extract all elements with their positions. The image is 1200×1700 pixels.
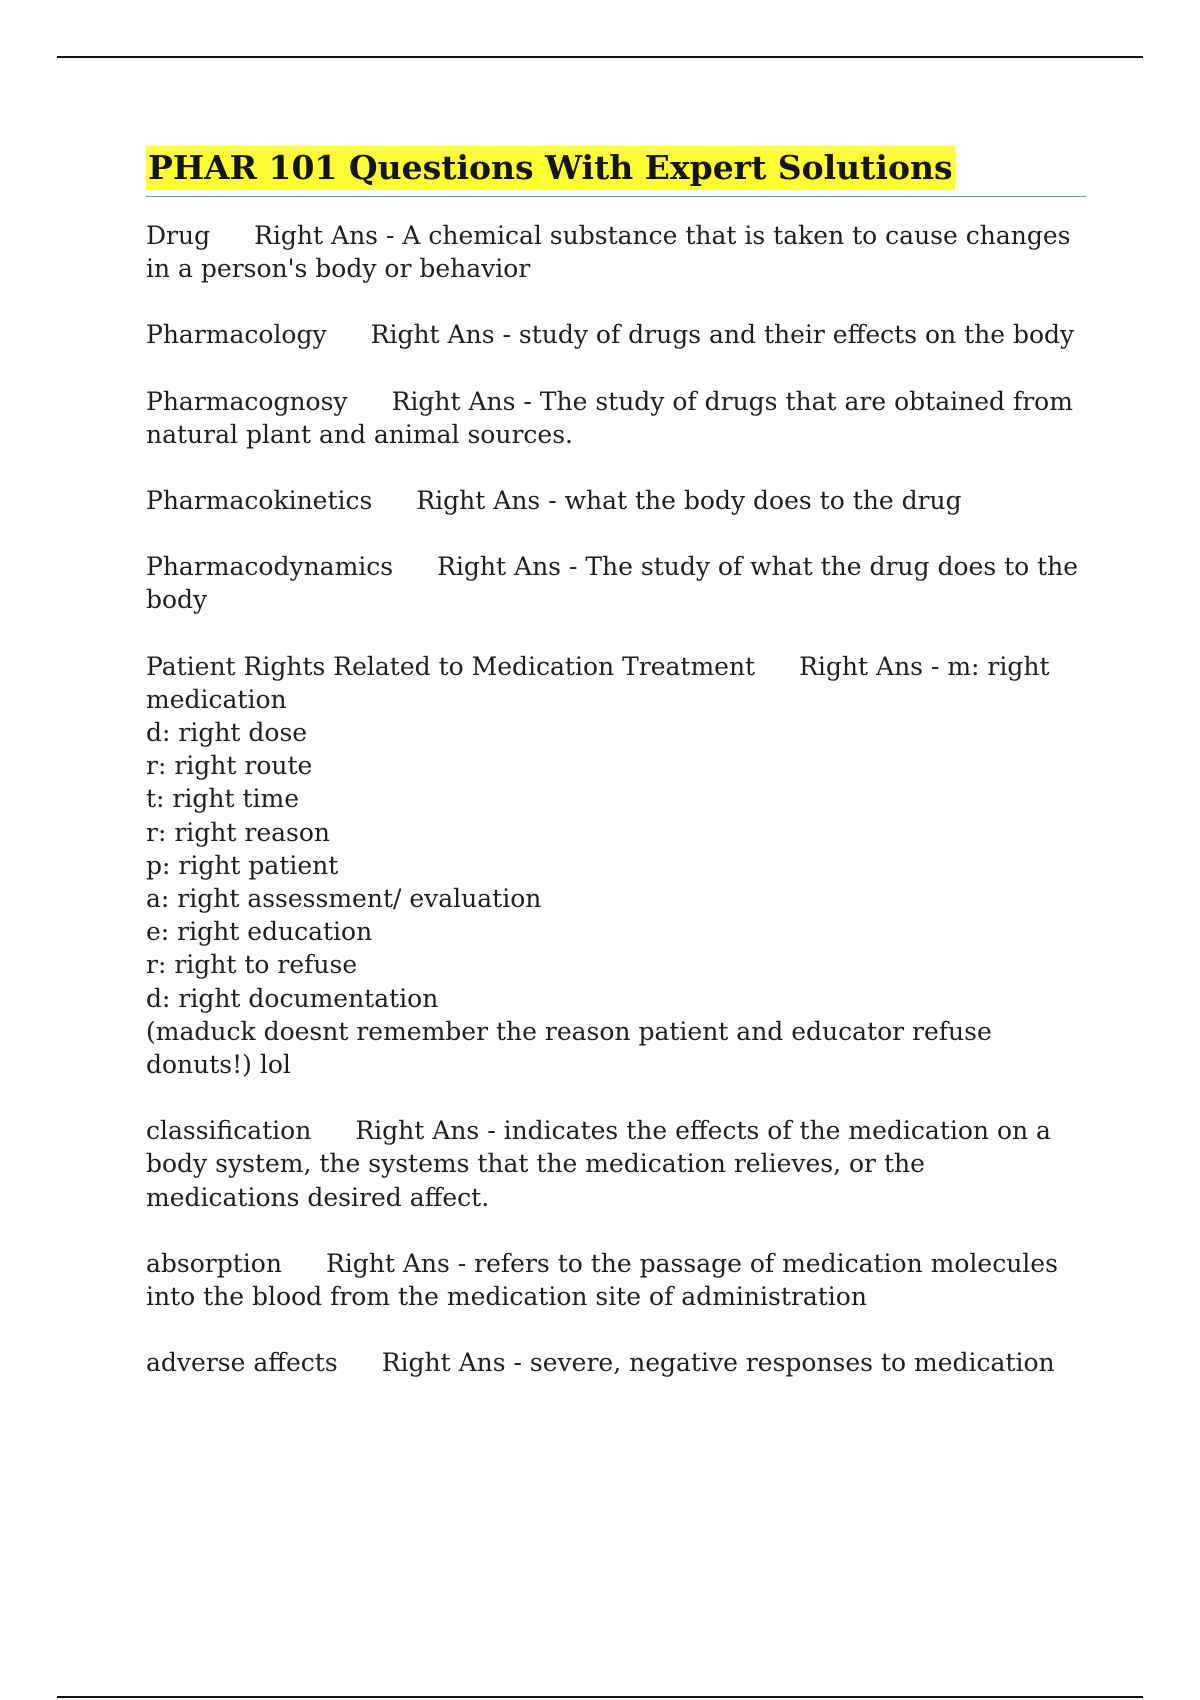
document-title: PHAR 101 Questions With Expert Solutions [146, 146, 955, 190]
entry-term: absorption [146, 1248, 282, 1278]
rights-list-item: e: right education [146, 917, 373, 947]
rights-list-item: d: right documentation [146, 983, 439, 1013]
entry-answer: Right Ans - what the body does to the drug [416, 486, 962, 516]
rights-list-item: p: right patient [146, 850, 339, 880]
entry-term: Patient Rights Related to Medication Treatment [146, 651, 756, 681]
rights-list-item: r: right route [146, 751, 313, 781]
qa-entry [146, 318, 1086, 351]
qa-entry [146, 385, 1086, 451]
page-top-rule [57, 56, 1143, 58]
qa-entry [146, 1114, 1086, 1214]
entry-answer: Right Ans - The study of what the drug does to the body [146, 552, 1079, 615]
title-block [146, 146, 1086, 197]
entry-term: Pharmacodynamics [146, 552, 394, 582]
rights-list-item: r: right reason [146, 817, 330, 847]
entry-answer: Right Ans - The study of drugs that are obtained from natural plant and animal sources. [146, 386, 1073, 449]
qa-entry [146, 650, 1086, 1082]
entry-answer: Right Ans - m: right medication [146, 651, 1050, 714]
rights-list-item: a: right assessment/ evaluation [146, 884, 542, 914]
qa-entry [146, 484, 1086, 517]
entry-answer: Right Ans - severe, negative responses to medication [381, 1348, 1055, 1378]
rights-list-item: d: right dose [146, 718, 308, 748]
entry-answer: Right Ans - A chemical substance that is taken to cause changes in a person's body or behavior [146, 221, 1071, 284]
entry-term: Pharmacology [146, 320, 327, 350]
entry-term: Pharmacokinetics [146, 486, 373, 516]
entry-term: classification [146, 1116, 312, 1146]
rights-list-item: t: right time [146, 784, 300, 814]
entry-term: Drug [146, 221, 211, 250]
page-bottom-rule [57, 1696, 1143, 1698]
document-body [146, 146, 1086, 1412]
entry-answer: Right Ans - indicates the effects of the medication on a body system, the systems that the medication relieves, or the medications desired affect. [146, 1116, 1051, 1212]
entry-term: Pharmacognosy [146, 386, 348, 416]
qa-entry [146, 219, 1086, 285]
entry-term: adverse affects [146, 1348, 338, 1378]
qa-entry [146, 550, 1086, 616]
entry-answer: Right Ans - refers to the passage of medication molecules into the blood from the medication site of administration [146, 1248, 1058, 1312]
qa-entry [146, 1247, 1086, 1313]
entry-answer: Right Ans - study of drugs and their effects on the body [370, 320, 1075, 350]
qa-entry [146, 1346, 1086, 1379]
mnemonic-note: (maduck doesnt remember the reason patient and educator refuse donuts!) lol [146, 1016, 992, 1080]
rights-list-item: r: right to refuse [146, 950, 358, 980]
